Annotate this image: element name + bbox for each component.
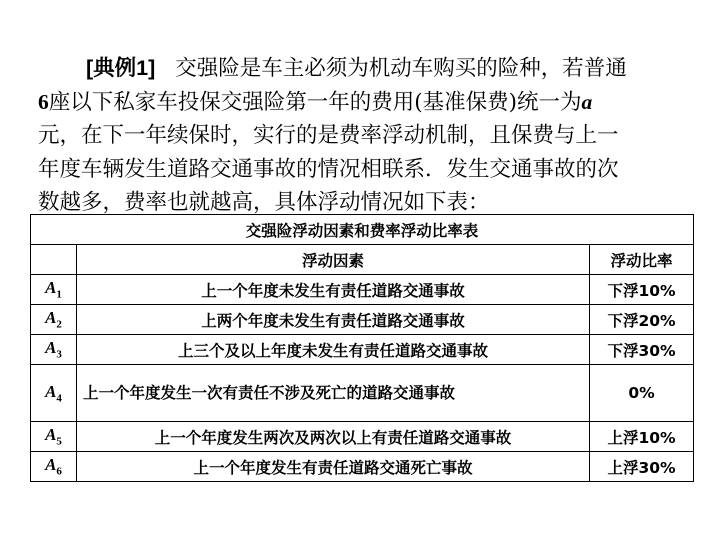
problem-statement (38, 52, 690, 220)
table-row (31, 275, 694, 305)
intro-line-5: 数越多，费率也就越高，具体浮动情况如下表： (38, 190, 490, 215)
intro-line-4: 年度车辆发生道路交通事故的情况相联系．发生交通事故的次 (38, 156, 619, 182)
table-row (31, 422, 694, 452)
table-title: 交强险浮动因素和费率浮动比率表 (31, 215, 694, 245)
row-code: $A_2$ (31, 305, 77, 335)
table-row (31, 305, 694, 335)
row-factor: 上一个年度未发生有责任道路交通事故 (77, 275, 590, 305)
row-rate: 下浮20% (589, 305, 693, 335)
header-code (31, 245, 77, 275)
row-code: $A_5$ (31, 422, 77, 452)
row-factor: 上一个年度发生有责任道路交通死亡事故 (77, 452, 590, 482)
row-rate: 上浮30% (589, 452, 693, 482)
row-code: $A_3$ (31, 335, 77, 365)
intro-text-2: 座以下私家车投保交强险第一年的费用(基准保费)统一为 (48, 89, 582, 115)
base-fee-variable: a (581, 89, 593, 114)
row-rate: 下浮10% (589, 275, 693, 305)
intro-line-2 (38, 86, 690, 120)
row-code: $A_1$ (31, 275, 77, 305)
row-code: $A_4$ (31, 365, 77, 422)
row-factor: 上一个年度发生两次及两次以上有责任道路交通事故 (77, 422, 590, 452)
table-title-row (31, 215, 694, 245)
intro-text-1: 交强险是车主必须为机动车购买的险种，若普通 (175, 56, 627, 81)
row-factor: 上三个及以上年度未发生有责任道路交通事故 (77, 335, 590, 365)
header-rate: 浮动比率 (589, 245, 693, 275)
table-header-row (31, 245, 694, 275)
intro-line-3: 元，在下一年续保时，实行的是费率浮动机制，且保费与上一 (38, 123, 619, 148)
row-rate: 下浮30% (589, 335, 693, 365)
seat-number: 6 (38, 89, 49, 114)
row-rate: 上浮10% (589, 422, 693, 452)
row-rate: 0% (589, 365, 693, 422)
rate-table (30, 214, 694, 482)
row-factor: 上一个年度发生一次有责任不涉及死亡的道路交通事故 (77, 365, 590, 422)
header-factor: 浮动因素 (77, 245, 590, 275)
row-factor: 上两个年度未发生有责任道路交通事故 (77, 305, 590, 335)
example-tag: [典例1] (86, 56, 156, 80)
table-row (31, 335, 694, 365)
table-row (31, 452, 694, 482)
intro-line-1 (38, 52, 690, 86)
row-code: $A_6$ (31, 452, 77, 482)
table-row (31, 365, 694, 422)
